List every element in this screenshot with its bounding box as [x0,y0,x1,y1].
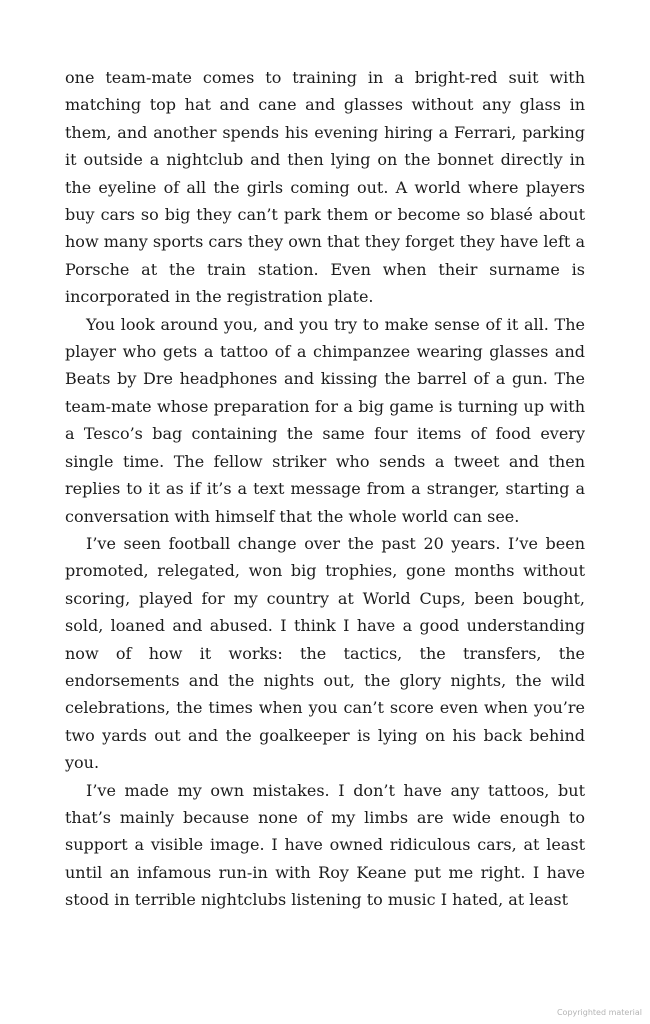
paragraph: You look around you, and you try to make sense of it all. The player who gets a tattoo of a chimpanzee wearing glasses and Beats by Dre headphones and kissing the barrel of a gun. The team-mate whose preparation for a big game is turning up with a Tesco’s bag containing the same four items of food every single time. The fellow striker who sends a tweet and then replies to it as if it’s a text message from a stranger, starting a conversation with himself that the whole world can see. [65,314,585,526]
paragraph: I’ve made my own mistakes. I don’t have any tattoos, but that’s mainly because none of my limbs are wide enough to support a visible image. I have owned ridiculous cars, at least until an infamous run-in with Roy Keane put me right. I have stood in terrible nightclubs listening to music I hated, at least [65,780,585,910]
paragraph: I’ve seen football change over the past 20 years. I’ve been promoted, relegated, won big trophies, gone months without scoring, played for my country at World Cups, been bought, sold, loaned and abused. I think I have a good understanding now of how it works: the tactics, the transfers, the endorsements and the nights out, the glory nights, the wild celebrations, the times when you can’t score even when you’re two yards out and the goalkeeper is lying on his back behind you. [65,533,585,773]
paragraph-continued: one team-mate comes to training in a bright-red suit with matching top hat and cane and glasses without any glass in them, and another spends his evening hiring a Ferrari, parking it outside a nightclub and then lying on the bonnet directly in the eyeline of all the girls coming out. A world where players buy cars so big they can’t park them or become so blasé about how many sports cars they own that they forget they have left a Porsche at the train station. Even when their surname is incorporated in the registration plate. [65,68,585,307]
copyright-notice: Copyrighted material [556,1008,642,1017]
book-page-text [65,64,585,914]
